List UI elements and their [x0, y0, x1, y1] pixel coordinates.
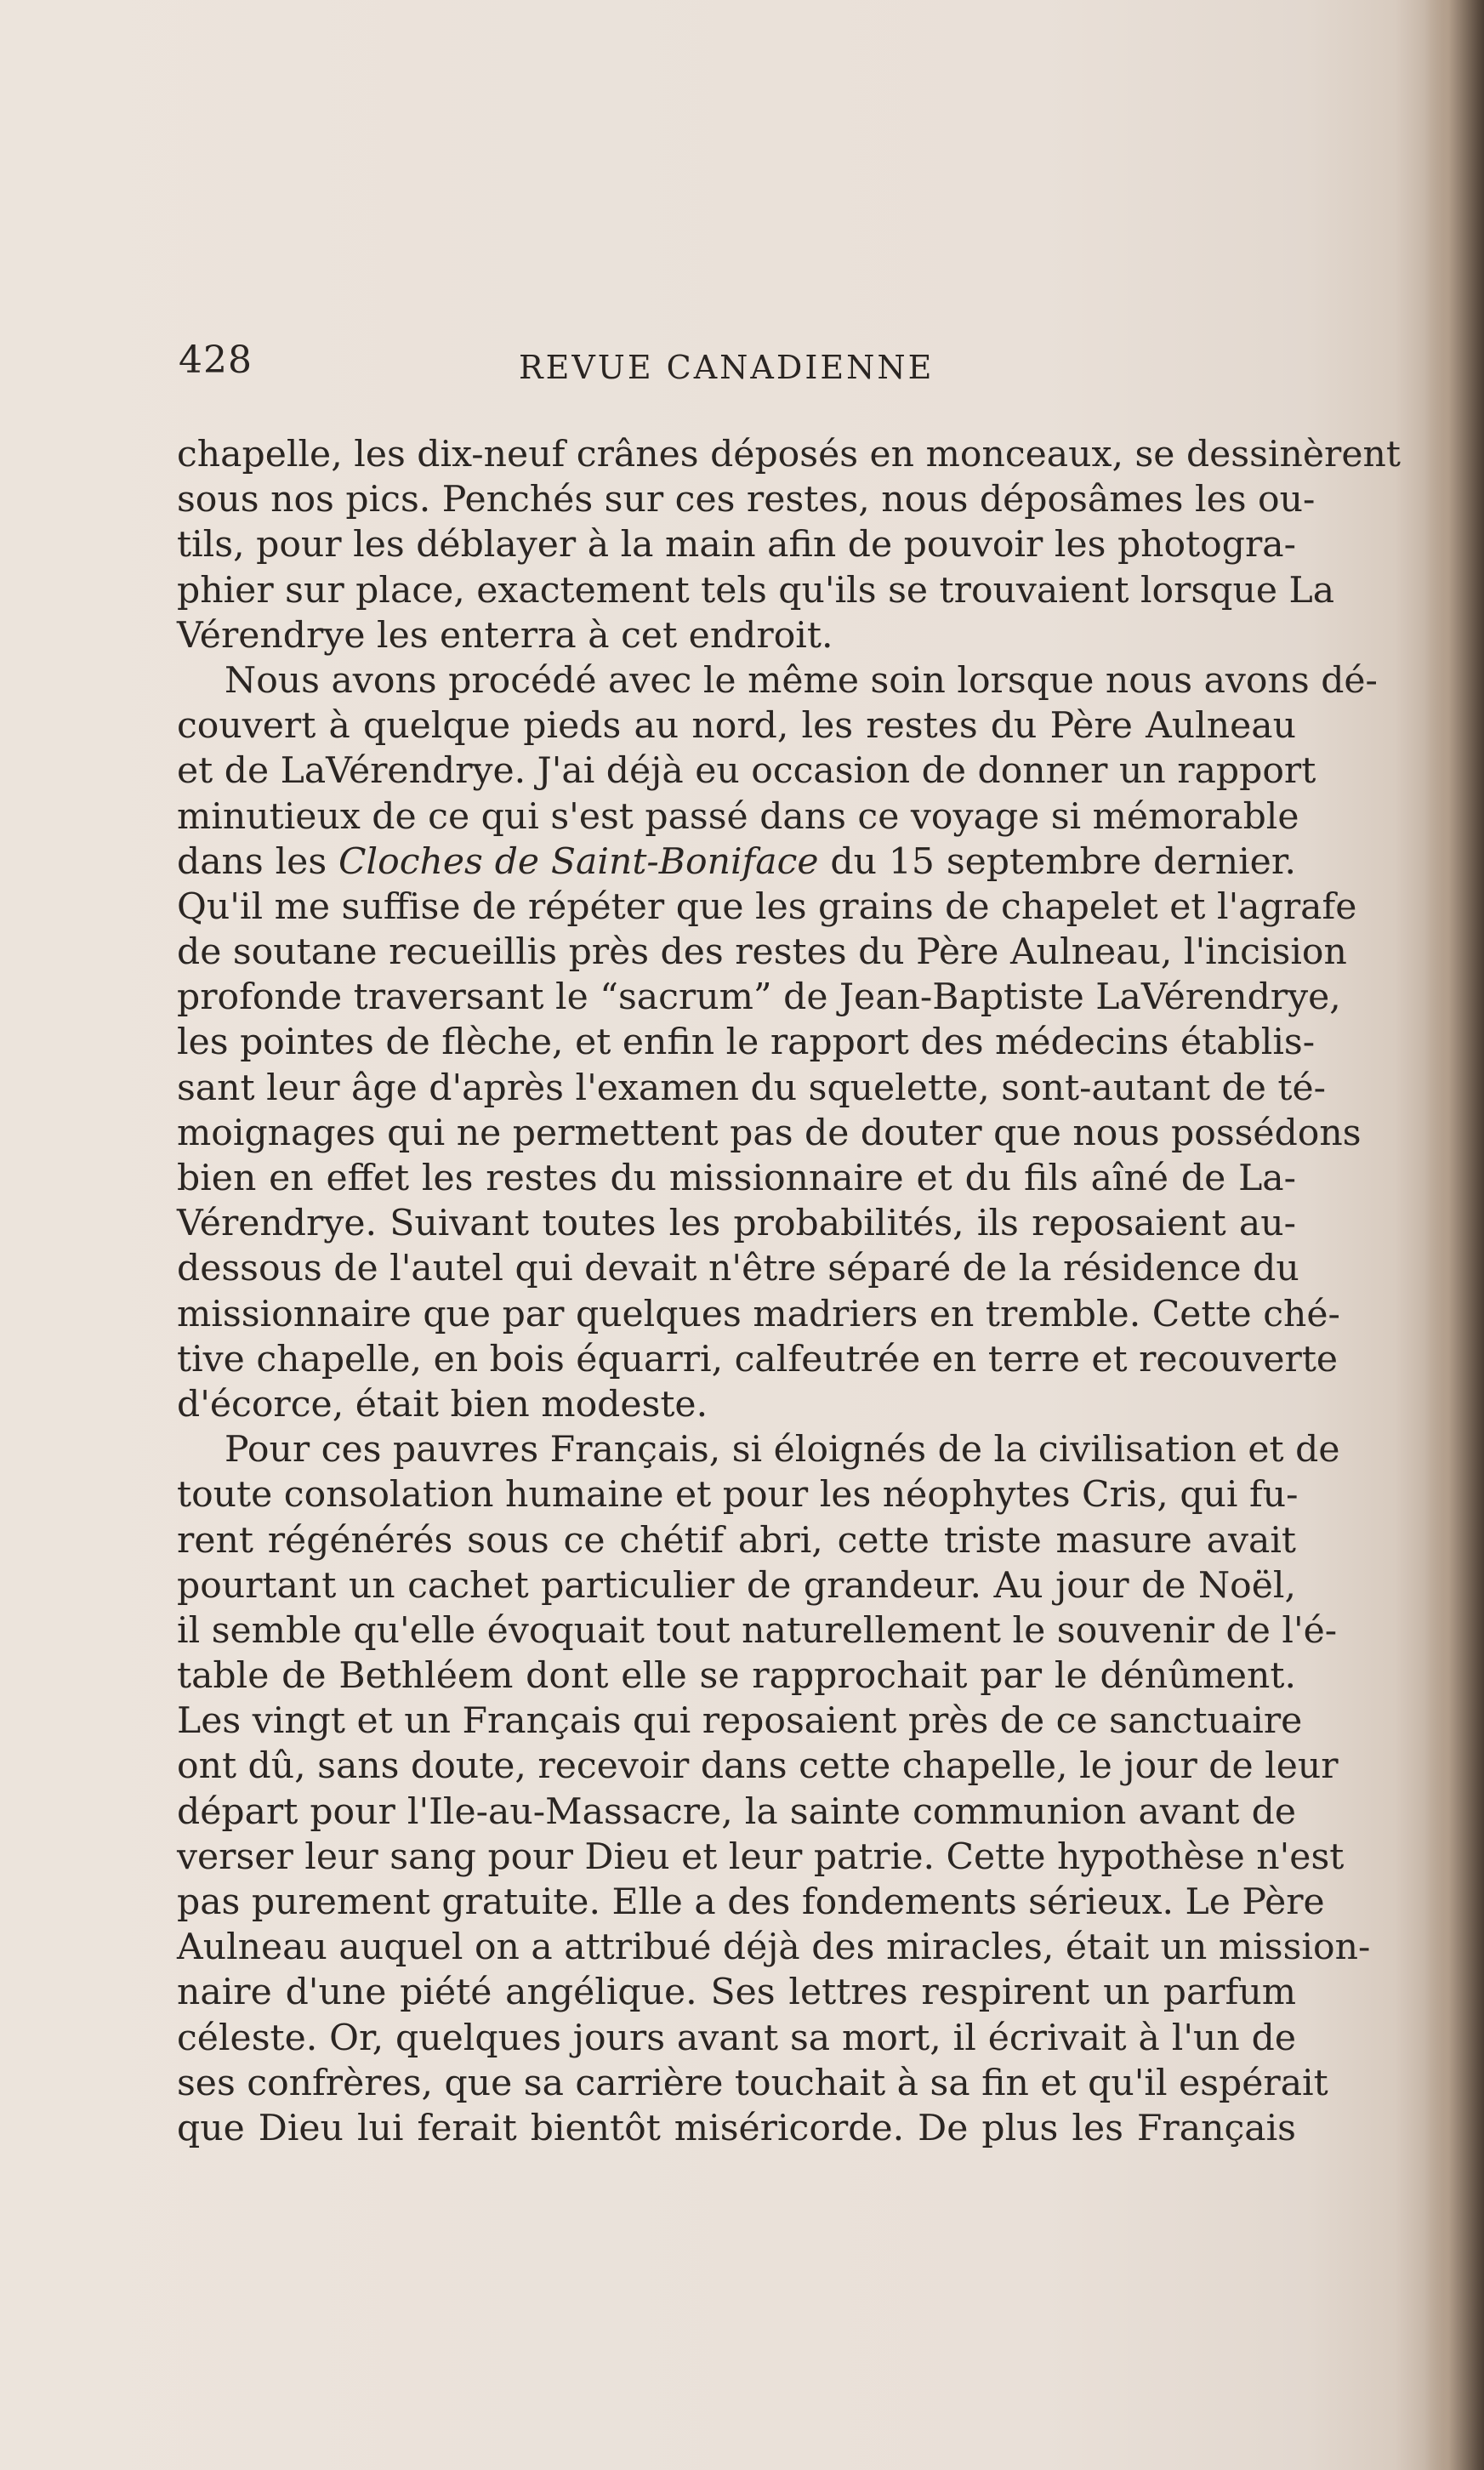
text-line: dessous de l'autel qui devait n'être séparé de la résidence du	[177, 1248, 1299, 1290]
text-line: table de Bethléem dont elle se rapprochait par le dénûment.	[177, 1655, 1296, 1698]
text-line: céleste. Or, quelques jours avant sa mort, il écrivait à l'un de	[177, 2017, 1296, 2059]
text-line: sant leur âge d'après l'examen du squelette, sont-autant de té-	[177, 1067, 1326, 1109]
body-text	[177, 432, 1401, 2151]
text-line: phier sur place, exactement tels qu'ils se trouvaient lorsque La	[177, 569, 1335, 612]
text-line: naire d'une piété angélique. Ses lettres respirent un parfum	[177, 1972, 1296, 2014]
page-number: 428	[179, 339, 253, 382]
text-line: départ pour l'Ile-au-Massacre, la sainte communion avant de	[177, 1790, 1296, 1833]
text-line: d'écorce, était bien modeste.	[177, 1383, 708, 1426]
text-line: moignages qui ne permettent pas de douter que nous possédons	[177, 1112, 1362, 1154]
text-line: Qu'il me suffise de répéter que les grains de chapelet et l'agrafe	[177, 885, 1357, 928]
text-line: les pointes de flèche, et enfin le rapport des médecins établis-	[177, 1022, 1316, 1064]
text-line: toute consolation humaine et pour les néophytes Cris, qui fu-	[177, 1474, 1299, 1517]
text-line: tive chapelle, en bois équarri, calfeutrée en terre et recouverte	[177, 1338, 1339, 1380]
journal-title: REVUE CANADIENNE	[519, 349, 935, 386]
text-line: verser leur sang pour Dieu et leur patrie. Cette hypothèse n'est	[177, 1835, 1345, 1878]
text-fragment: dans les	[177, 840, 338, 883]
text-line: pas purement gratuite. Elle a des fondements sérieux. Le Père	[177, 1881, 1325, 1923]
text-line: bien en effet les restes du missionnaire et du fils aîné de La-	[177, 1158, 1296, 1199]
text-line: missionnaire que par quelques madriers en tremble. Cette ché-	[177, 1293, 1340, 1335]
text-line: Aulneau auquel on a attribué déjà des miracles, était un mission-	[177, 1926, 1371, 1969]
text-line: Vérendrye les enterra à cet endroit.	[177, 614, 833, 657]
text-line: Nous avons procédé avec le même soin lorsque nous avons dé-	[225, 659, 1378, 702]
text-line: rent régénérés sous ce chétif abri, cette triste masure avait	[177, 1519, 1296, 1562]
text-line: et de LaVérendrye. J'ai déjà eu occasion de donner un rapport	[177, 750, 1316, 793]
text-line: sous nos pics. Penchés sur ces restes, nous déposâmes les ou-	[177, 479, 1316, 521]
text-line: profonde traversant le “sacrum” de Jean-Baptiste LaVérendrye,	[177, 976, 1341, 1019]
text-line: Vérendrye. Suivant toutes les probabilités, ils reposaient au-	[177, 1203, 1296, 1245]
text-fragment: du 15 septembre dernier.	[818, 840, 1296, 883]
running-head	[179, 339, 1315, 390]
text-line: de soutane recueillis près des restes du Père Aulneau, l'incision	[177, 931, 1347, 974]
book-gutter-shadow	[1424, 0, 1484, 2470]
text-line: chapelle, les dix-neuf crânes déposés en monceaux, se dessinèrent	[177, 434, 1401, 475]
text-line-with-italic-title	[177, 839, 1296, 885]
text-line: tils, pour les déblayer à la main afin de pouvoir les photogra-	[177, 524, 1296, 566]
text-line: ont dû, sans doute, recevoir dans cette chapelle, le jour de leur	[177, 1745, 1339, 1788]
text-line: pourtant un cachet particulier de grandeur. Au jour de Noël,	[177, 1564, 1296, 1607]
text-line: Les vingt et un Français qui reposaient près de ce sanctuaire	[177, 1700, 1303, 1743]
italic-title: Cloches de Saint-Boniface	[338, 840, 819, 883]
text-line: que Dieu lui ferait bientôt miséricorde. De plus les Français	[177, 2107, 1296, 2149]
text-line: il semble qu'elle évoquait tout naturellement le souvenir de l'é-	[177, 1609, 1338, 1652]
text-line: couvert à quelque pieds au nord, les restes du Père Aulneau	[177, 705, 1296, 748]
text-line: minutieux de ce qui s'est passé dans ce voyage si mémorable	[177, 795, 1299, 838]
text-line: ses confrères, que sa carrière touchait à sa fin et qu'il espérait	[177, 2062, 1328, 2104]
text-line: Pour ces pauvres Français, si éloignés de la civilisation et de	[225, 1429, 1340, 1471]
